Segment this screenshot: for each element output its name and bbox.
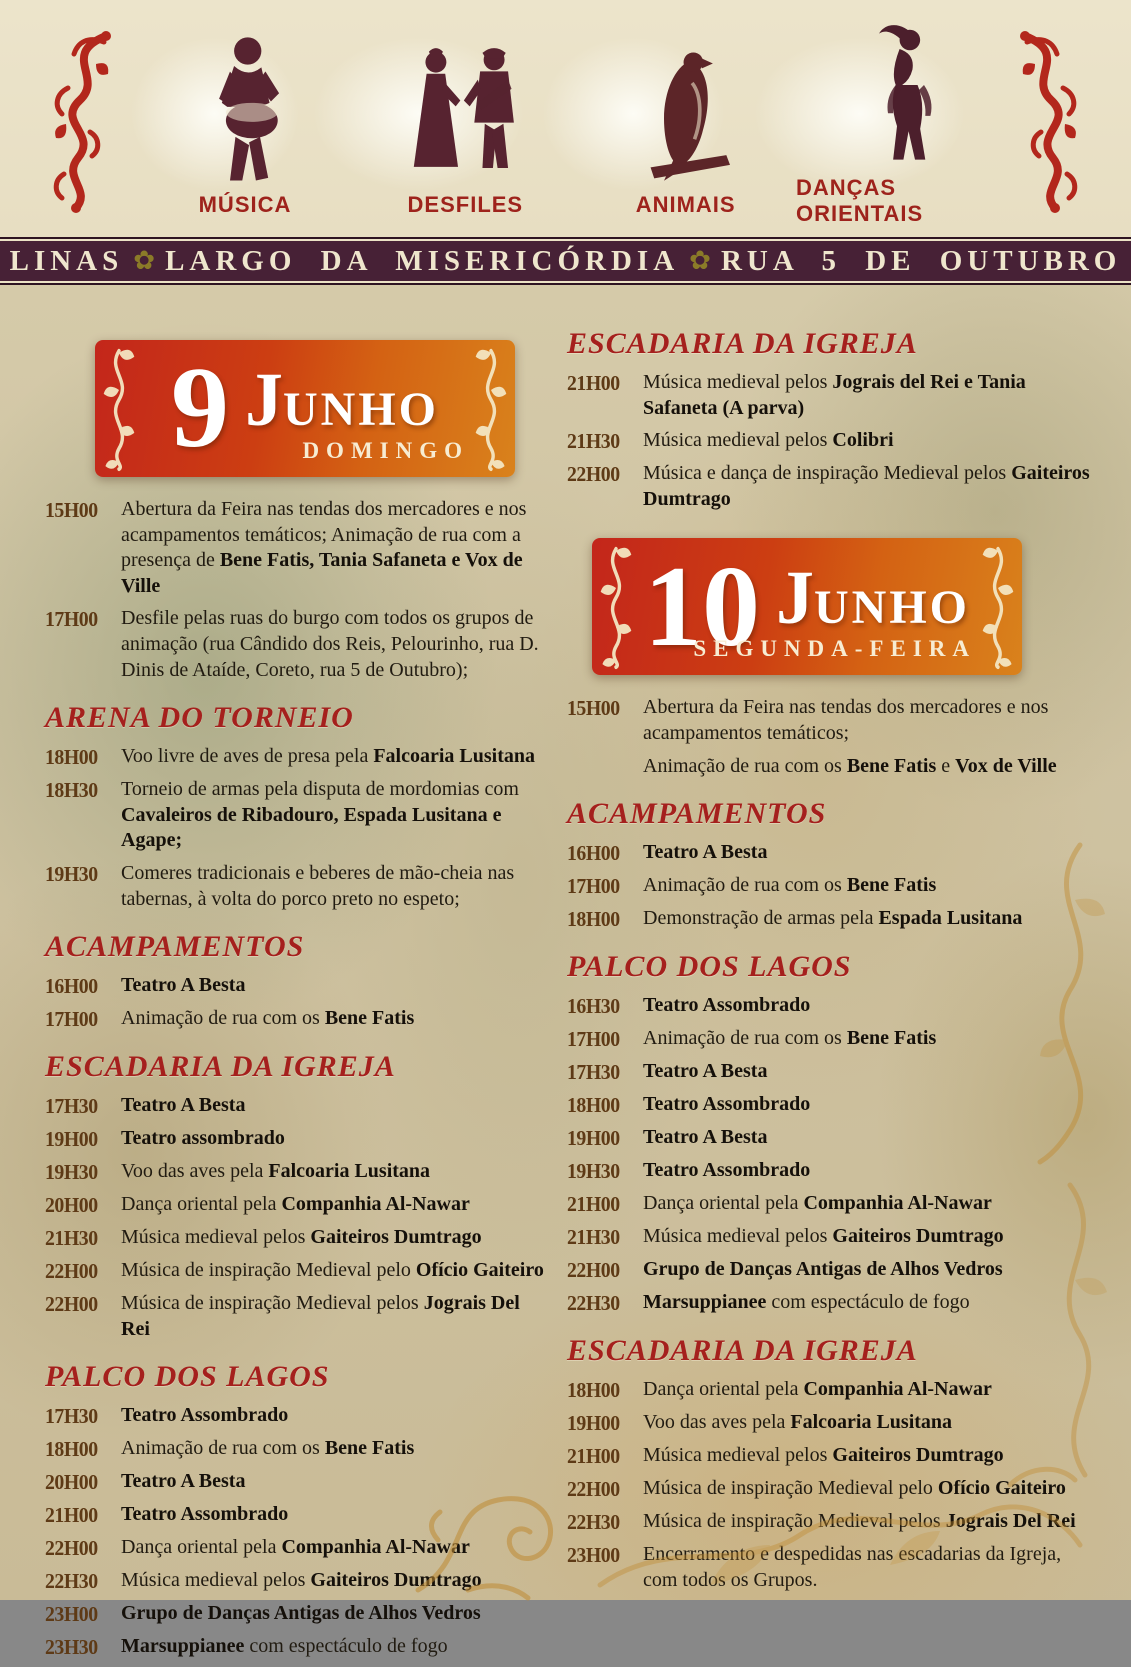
schedule-event bbox=[567, 1290, 1099, 1316]
event-description: Música de inspiração Medieval pelos Jograis Del Rei bbox=[643, 1510, 1076, 1533]
event-time: 18H30 bbox=[45, 778, 98, 803]
event-list bbox=[45, 1093, 547, 1342]
event-time: 15H00 bbox=[45, 498, 98, 522]
flower-separator-icon: ✿ bbox=[133, 246, 156, 276]
category-desfiles bbox=[355, 18, 575, 227]
schedule-event bbox=[567, 1158, 1099, 1184]
schedule-section bbox=[45, 1050, 547, 1342]
event-time: 21H00 bbox=[567, 1444, 620, 1469]
oriental-dancer-icon bbox=[861, 18, 951, 169]
schedule-section bbox=[45, 497, 547, 683]
schedule-event bbox=[567, 1377, 1099, 1403]
event-description: Música medieval pelos Gaiteiros Dumtrago bbox=[121, 1569, 482, 1592]
event-description: Teatro A Besta bbox=[643, 841, 768, 864]
event-list bbox=[45, 973, 547, 1032]
schedule-event bbox=[45, 1601, 547, 1627]
location-segment: LARGO DA MISERICÓRDIA bbox=[165, 244, 680, 277]
schedule-event bbox=[567, 873, 1099, 899]
event-description: Voo livre de aves de presa pela Falcoaria Lusitana bbox=[121, 745, 535, 768]
schedule-event bbox=[45, 1006, 547, 1032]
event-description: Teatro A Besta bbox=[121, 1094, 246, 1117]
flower-separator-icon: ✿ bbox=[689, 246, 711, 276]
event-description: Música e dança de inspiração Medieval pelos Gaiteiros Dumtrago bbox=[643, 462, 1090, 510]
schedule-event bbox=[45, 1093, 547, 1119]
event-time: 20H00 bbox=[45, 1470, 98, 1495]
banner-leaf-ornament-icon bbox=[981, 543, 1015, 670]
schedule-event bbox=[45, 1258, 547, 1284]
schedule-section bbox=[45, 930, 547, 1032]
event-description: Abertura da Feira nas tendas dos mercadores e nos acampamentos temáticos; Animação de rua com os Bene Fatis e Vox de Ville bbox=[643, 696, 1057, 777]
event-list bbox=[567, 840, 1099, 932]
event-time: 21H30 bbox=[45, 1226, 98, 1251]
day-banner bbox=[592, 538, 1022, 675]
event-time: 21H30 bbox=[567, 429, 620, 454]
event-time: 23H30 bbox=[45, 1635, 98, 1660]
event-time: 22H00 bbox=[567, 1258, 620, 1283]
category-animais bbox=[576, 18, 796, 227]
event-description: Animação de rua com os Bene Fatis bbox=[121, 1437, 415, 1460]
event-description: Música medieval pelos Gaiteiros Dumtrago bbox=[643, 1225, 1004, 1248]
location-segment: RUA 5 DE OUTUBRO bbox=[720, 244, 1122, 277]
event-description: Teatro Assombrado bbox=[643, 1093, 811, 1116]
day-month: J UNHO bbox=[245, 357, 439, 442]
event-description: Grupo de Danças Antigas de Alhos Vedros bbox=[643, 1258, 1003, 1281]
event-time: 17H30 bbox=[45, 1404, 98, 1429]
category-label: DESFILES bbox=[407, 192, 524, 217]
schedule-event bbox=[567, 1059, 1099, 1085]
schedule-event bbox=[567, 428, 1099, 454]
schedule-section bbox=[567, 1334, 1099, 1593]
category-dancas-orientais bbox=[796, 18, 1016, 227]
schedule-section bbox=[45, 1360, 547, 1660]
schedule-event bbox=[45, 1126, 547, 1152]
event-description: Desfile pelas ruas do burgo com todos os grupos de animação (rua Cândido dos Reis, Pelourinho, rua D. Dinis de Ataíde, Coreto, rua 5 de Outubro); bbox=[121, 607, 539, 681]
category-label: DANÇAS ORIENTAIS bbox=[795, 175, 924, 226]
category-label: MÚSICA bbox=[198, 192, 292, 217]
event-time: 23H00 bbox=[567, 1543, 620, 1568]
event-list bbox=[567, 695, 1099, 779]
medieval-couple-icon bbox=[401, 18, 529, 186]
event-description: Animação de rua com os Bene Fatis bbox=[643, 874, 937, 897]
event-list bbox=[45, 497, 547, 683]
event-time: 22H00 bbox=[567, 1477, 620, 1502]
schedule-section bbox=[567, 797, 1099, 932]
schedule-event bbox=[567, 370, 1099, 421]
event-description: Teatro Assombrado bbox=[643, 994, 811, 1017]
event-description: Teatro Assombrado bbox=[121, 1503, 289, 1526]
event-description: Música medieval pelos Jograis del Rei e Tania Safaneta (A parva) bbox=[643, 371, 1026, 419]
schedule-event bbox=[567, 1509, 1099, 1535]
event-time: 19H30 bbox=[567, 1159, 620, 1184]
section-title: ESCADARIA DA IGREJA bbox=[567, 327, 918, 360]
schedule-event bbox=[567, 1257, 1099, 1283]
event-description: Marsuppianee com espectáculo de fogo bbox=[643, 1291, 970, 1314]
event-description: Animação de rua com os Bene Fatis bbox=[121, 1007, 415, 1030]
red-scroll-ornament-right-icon bbox=[1011, 28, 1093, 219]
schedule-event bbox=[567, 461, 1099, 512]
event-time: 22H30 bbox=[45, 1569, 98, 1594]
event-description: Abertura da Feira nas tendas dos mercadores e nos acampamentos temáticos; Animação de rua com a presença de Bene Fatis, Tania Safaneta e Vox de Ville bbox=[121, 498, 527, 597]
event-time: 18H00 bbox=[567, 907, 620, 932]
event-time: 21H00 bbox=[567, 371, 620, 395]
event-description: Encerramento e despedidas nas escadarias da Igreja, com todos os Grupos. bbox=[643, 1543, 1062, 1591]
event-time: 16H30 bbox=[567, 994, 620, 1019]
schedule-event bbox=[45, 1634, 547, 1660]
day-number: 10 bbox=[644, 542, 760, 671]
event-time: 17H00 bbox=[45, 1007, 98, 1032]
event-description: Animação de rua com os Bene Fatis bbox=[643, 1027, 937, 1050]
section-title: ESCADARIA DA IGREJA bbox=[567, 1334, 918, 1368]
event-description: Voo das aves pela Falcoaria Lusitana bbox=[643, 1411, 953, 1434]
banner-leaf-ornament-icon bbox=[474, 345, 508, 472]
event-time: 19H00 bbox=[567, 1411, 620, 1436]
schedule-event bbox=[45, 1436, 547, 1462]
event-description: Dança oriental pela Companhia Al-Nawar bbox=[643, 1378, 992, 1401]
event-description: Demonstração de armas pela Espada Lusitana bbox=[643, 907, 1023, 930]
schedule-event bbox=[45, 1159, 547, 1185]
header-illustrations bbox=[0, 0, 1131, 237]
schedule-section bbox=[567, 950, 1099, 1316]
schedule-event bbox=[45, 497, 547, 599]
schedule-event bbox=[567, 1125, 1099, 1151]
event-time: 16H00 bbox=[45, 974, 98, 999]
event-description: Música de inspiração Medieval pelos Jograis Del Rei bbox=[121, 1292, 520, 1340]
red-scroll-ornament-left-icon bbox=[38, 28, 120, 219]
event-time: 19H00 bbox=[567, 1126, 620, 1151]
location-segment: LINAS bbox=[9, 244, 124, 277]
event-time: 19H30 bbox=[45, 1160, 98, 1185]
section-title: ACAMPAMENTOS bbox=[45, 930, 305, 964]
schedule-event bbox=[567, 1410, 1099, 1436]
event-list bbox=[45, 1403, 547, 1660]
section-title: ESCADARIA DA IGREJA bbox=[45, 1050, 396, 1084]
schedule-event bbox=[45, 1469, 547, 1495]
event-time: 15H00 bbox=[567, 696, 620, 721]
schedule-event bbox=[567, 1191, 1099, 1217]
event-description: Música medieval pelos Gaiteiros Dumtrago bbox=[643, 1444, 1004, 1467]
day-weekday: DOMINGO bbox=[302, 438, 469, 463]
event-description: Dança oriental pela Companhia Al-Nawar bbox=[643, 1192, 992, 1215]
event-time: 18H00 bbox=[45, 745, 98, 770]
event-time: 21H00 bbox=[45, 1503, 98, 1528]
event-time: 22H30 bbox=[567, 1291, 620, 1316]
schedule-event bbox=[567, 840, 1099, 866]
event-description: Teatro Assombrado bbox=[121, 1404, 289, 1427]
schedule-column-right bbox=[567, 285, 1099, 1667]
event-description: Torneio de armas pela disputa de mordomias com Cavaleiros de Ribadouro, Espada Lusitana e Agape; bbox=[121, 778, 519, 852]
section-title: ARENA DO TORNEIO bbox=[45, 701, 354, 735]
event-time: 22H00 bbox=[567, 462, 620, 487]
event-time: 22H00 bbox=[45, 1259, 98, 1284]
event-description: Dança oriental pela Companhia Al-Nawar bbox=[121, 1193, 470, 1216]
event-time: 18H00 bbox=[567, 1093, 620, 1118]
schedule-section bbox=[45, 701, 547, 912]
event-description: Marsuppianee com espectáculo de fogo bbox=[121, 1635, 448, 1658]
schedule-event bbox=[567, 1443, 1099, 1469]
event-list bbox=[567, 1377, 1099, 1593]
schedule-event bbox=[45, 1502, 547, 1528]
event-time: 17H00 bbox=[567, 1027, 620, 1052]
event-description: Música medieval pelos Colibri bbox=[643, 429, 894, 452]
day-month: J UNHO bbox=[776, 555, 970, 640]
schedule-section bbox=[567, 695, 1099, 779]
event-time: 17H30 bbox=[567, 1060, 620, 1085]
schedule-content bbox=[0, 285, 1131, 1667]
schedule-event bbox=[45, 606, 547, 683]
event-description: Música de inspiração Medieval pelo Ofício Gaiteiro bbox=[643, 1477, 1066, 1500]
event-description: Teatro Assombrado bbox=[643, 1159, 811, 1182]
event-time: 22H00 bbox=[45, 1292, 98, 1317]
drummer-icon bbox=[197, 18, 293, 186]
schedule-event bbox=[45, 1568, 547, 1594]
schedule-event bbox=[567, 1026, 1099, 1052]
schedule-event bbox=[567, 906, 1099, 932]
falcon-icon bbox=[631, 18, 741, 186]
section-title: PALCO DOS LAGOS bbox=[45, 1360, 330, 1394]
day-weekday: SEGUNDA-FEIRA bbox=[693, 636, 976, 662]
event-description: Teatro A Besta bbox=[121, 1470, 246, 1493]
banner-leaf-ornament-icon bbox=[599, 543, 633, 670]
category-label: ANIMAIS bbox=[635, 192, 736, 217]
section-title: PALCO DOS LAGOS bbox=[567, 950, 852, 984]
location-banner bbox=[0, 237, 1131, 285]
day-number: 9 bbox=[171, 344, 229, 473]
schedule-column-left bbox=[45, 285, 547, 1667]
event-time: 18H00 bbox=[45, 1437, 98, 1462]
section-title: ACAMPAMENTOS bbox=[567, 797, 827, 831]
event-description: Dança oriental pela Companhia Al-Nawar bbox=[121, 1536, 470, 1559]
schedule-event bbox=[45, 973, 547, 999]
event-time: 22H30 bbox=[567, 1510, 620, 1535]
event-time: 21H00 bbox=[567, 1192, 620, 1217]
schedule-event bbox=[45, 777, 547, 854]
event-time: 19H30 bbox=[45, 861, 98, 886]
event-list bbox=[567, 993, 1099, 1316]
event-description: Teatro A Besta bbox=[121, 974, 246, 997]
event-time: 18H00 bbox=[567, 1378, 620, 1403]
schedule-event bbox=[45, 861, 547, 912]
location-banner-text bbox=[0, 239, 1131, 283]
schedule-event bbox=[567, 1092, 1099, 1118]
event-description: Música medieval pelos Gaiteiros Dumtrago bbox=[121, 1226, 482, 1249]
schedule-event bbox=[45, 1403, 547, 1429]
event-time: 22H00 bbox=[45, 1536, 98, 1561]
schedule-event bbox=[567, 1542, 1099, 1593]
event-list bbox=[45, 744, 547, 912]
schedule-section bbox=[567, 327, 1099, 512]
schedule-event bbox=[567, 1476, 1099, 1502]
schedule-event bbox=[45, 1291, 547, 1342]
event-time: 21H30 bbox=[567, 1225, 620, 1250]
schedule-event bbox=[45, 744, 547, 770]
event-time: 17H00 bbox=[567, 874, 620, 899]
event-time: 16H00 bbox=[567, 841, 620, 866]
category-figures bbox=[135, 18, 1016, 227]
schedule-event bbox=[567, 1224, 1099, 1250]
day-banner bbox=[95, 340, 515, 477]
event-time: 23H00 bbox=[45, 1602, 98, 1627]
schedule-event bbox=[567, 695, 1099, 779]
event-description: Teatro A Besta bbox=[643, 1126, 768, 1149]
schedule-event bbox=[45, 1192, 547, 1218]
event-time: 17H00 bbox=[45, 607, 98, 632]
schedule-event bbox=[45, 1225, 547, 1251]
event-description: Música de inspiração Medieval pelo Ofício Gaiteiro bbox=[121, 1259, 544, 1282]
event-list bbox=[567, 370, 1099, 512]
category-musica bbox=[135, 18, 355, 227]
event-description: Comeres tradicionais e beberes de mão-cheia nas tabernas, à volta do porco preto no espeto; bbox=[121, 861, 515, 910]
event-time: 19H00 bbox=[45, 1127, 98, 1152]
schedule-event bbox=[45, 1535, 547, 1561]
event-time: 20H00 bbox=[45, 1193, 98, 1218]
schedule-event bbox=[567, 993, 1099, 1019]
banner-leaf-ornament-icon bbox=[102, 345, 136, 472]
event-description: Teatro A Besta bbox=[643, 1060, 768, 1083]
event-description: Grupo de Danças Antigas de Alhos Vedros bbox=[121, 1602, 481, 1625]
event-description: Voo das aves pela Falcoaria Lusitana bbox=[121, 1160, 431, 1183]
event-time: 17H30 bbox=[45, 1094, 98, 1119]
event-description: Teatro assombrado bbox=[121, 1127, 285, 1150]
